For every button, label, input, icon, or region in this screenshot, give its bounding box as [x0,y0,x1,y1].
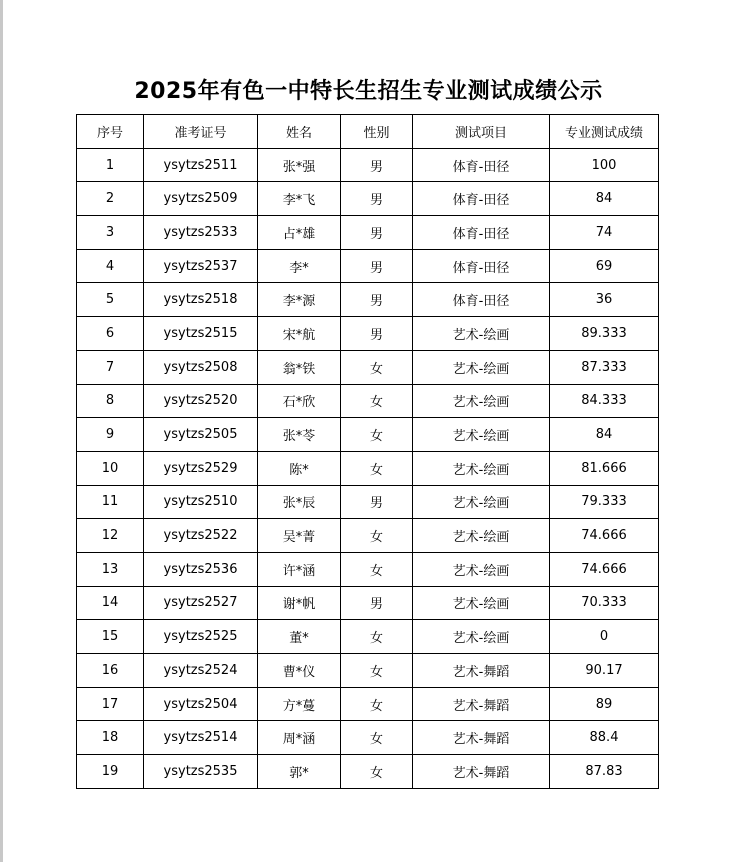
cell-name: 李* [258,249,341,283]
cell-score: 88.4 [550,721,659,755]
cell-index: 9 [77,418,144,452]
cell-exam-number: ysytzs2514 [144,721,258,755]
cell-name: 曹*仪 [258,654,341,688]
cell-exam-number: ysytzs2520 [144,384,258,418]
cell-gender: 男 [341,485,413,519]
cell-index: 4 [77,249,144,283]
cell-name: 李*源 [258,283,341,317]
cell-exam-number: ysytzs2522 [144,519,258,553]
cell-gender: 男 [341,216,413,250]
cell-index: 17 [77,687,144,721]
cell-score: 0 [550,620,659,654]
cell-exam-number: ysytzs2504 [144,687,258,721]
table-row [77,384,659,418]
cell-exam-number: ysytzs2518 [144,283,258,317]
cell-gender: 女 [341,451,413,485]
cell-index: 1 [77,148,144,182]
cell-score: 79.333 [550,485,659,519]
cell-gender: 男 [341,283,413,317]
cell-gender: 女 [341,721,413,755]
cell-exam-number: ysytzs2525 [144,620,258,654]
cell-index: 12 [77,519,144,553]
cell-gender: 男 [341,182,413,216]
cell-exam-number: ysytzs2524 [144,654,258,688]
cell-test-item: 艺术-绘画 [413,586,550,620]
cell-name: 石*欣 [258,384,341,418]
cell-gender: 女 [341,350,413,384]
cell-exam-number: ysytzs2529 [144,451,258,485]
header-gender: 性别 [341,115,413,149]
cell-name: 周*涵 [258,721,341,755]
cell-gender: 女 [341,687,413,721]
table-row [77,283,659,317]
cell-gender: 男 [341,249,413,283]
cell-name: 宋*航 [258,317,341,351]
table-row [77,755,659,789]
header-exam-number: 准考证号 [144,115,258,149]
cell-test-item: 艺术-绘画 [413,451,550,485]
cell-score: 36 [550,283,659,317]
cell-score: 74 [550,216,659,250]
cell-name: 张*苓 [258,418,341,452]
cell-test-item: 体育-田径 [413,249,550,283]
table-row [77,721,659,755]
cell-exam-number: ysytzs2511 [144,148,258,182]
cell-score: 100 [550,148,659,182]
page-left-edge [0,0,3,862]
cell-name: 郭* [258,755,341,789]
table-row [77,654,659,688]
cell-exam-number: ysytzs2515 [144,317,258,351]
cell-exam-number: ysytzs2536 [144,552,258,586]
cell-gender: 男 [341,586,413,620]
cell-name: 吴*菁 [258,519,341,553]
cell-score: 69 [550,249,659,283]
cell-gender: 女 [341,384,413,418]
cell-exam-number: ysytzs2510 [144,485,258,519]
document-title: 2025年有色一中特长生招生专业测试成绩公示 [134,79,603,104]
cell-name: 张*强 [258,148,341,182]
cell-exam-number: ysytzs2527 [144,586,258,620]
cell-test-item: 艺术-绘画 [413,620,550,654]
cell-index: 2 [77,182,144,216]
cell-name: 董* [258,620,341,654]
cell-test-item: 体育-田径 [413,182,550,216]
cell-name: 许*涵 [258,552,341,586]
cell-score: 84.333 [550,384,659,418]
cell-gender: 女 [341,620,413,654]
cell-score: 87.333 [550,350,659,384]
cell-score: 89.333 [550,317,659,351]
cell-exam-number: ysytzs2509 [144,182,258,216]
score-table [76,114,659,789]
cell-test-item: 艺术-绘画 [413,519,550,553]
cell-name: 陈* [258,451,341,485]
table-row [77,552,659,586]
cell-test-item: 体育-田径 [413,283,550,317]
cell-gender: 女 [341,519,413,553]
table-row [77,519,659,553]
table-row [77,317,659,351]
table-row [77,350,659,384]
cell-name: 方*蔓 [258,687,341,721]
cell-gender: 女 [341,755,413,789]
header-index: 序号 [77,115,144,149]
cell-index: 11 [77,485,144,519]
table-row [77,586,659,620]
cell-test-item: 艺术-绘画 [413,350,550,384]
cell-test-item: 艺术-舞蹈 [413,721,550,755]
cell-index: 6 [77,317,144,351]
cell-index: 8 [77,384,144,418]
cell-test-item: 艺术-舞蹈 [413,687,550,721]
cell-test-item: 艺术-绘画 [413,384,550,418]
cell-test-item: 艺术-绘画 [413,317,550,351]
table-row [77,182,659,216]
cell-exam-number: ysytzs2535 [144,755,258,789]
cell-name: 张*辰 [258,485,341,519]
table-row [77,148,659,182]
cell-exam-number: ysytzs2537 [144,249,258,283]
cell-score: 81.666 [550,451,659,485]
cell-score: 74.666 [550,552,659,586]
cell-name: 占*雄 [258,216,341,250]
cell-test-item: 艺术-绘画 [413,418,550,452]
table-row [77,451,659,485]
cell-score: 90.17 [550,654,659,688]
cell-name: 翁*铁 [258,350,341,384]
table-row [77,620,659,654]
cell-index: 19 [77,755,144,789]
cell-index: 3 [77,216,144,250]
cell-index: 13 [77,552,144,586]
cell-score: 84 [550,418,659,452]
cell-test-item: 体育-田径 [413,148,550,182]
cell-name: 谢*帆 [258,586,341,620]
cell-index: 10 [77,451,144,485]
table-row [77,216,659,250]
cell-score: 89 [550,687,659,721]
cell-gender: 女 [341,418,413,452]
cell-name: 李*飞 [258,182,341,216]
cell-exam-number: ysytzs2508 [144,350,258,384]
cell-score: 87.83 [550,755,659,789]
cell-test-item: 艺术-绘画 [413,485,550,519]
header-test-item: 测试项目 [413,115,550,149]
cell-index: 16 [77,654,144,688]
cell-index: 15 [77,620,144,654]
cell-test-item: 体育-田径 [413,216,550,250]
cell-index: 7 [77,350,144,384]
cell-test-item: 艺术-绘画 [413,552,550,586]
cell-score: 84 [550,182,659,216]
cell-index: 18 [77,721,144,755]
table-row [77,418,659,452]
cell-test-item: 艺术-舞蹈 [413,654,550,688]
cell-index: 14 [77,586,144,620]
header-score: 专业测试成绩 [550,115,659,149]
cell-test-item: 艺术-舞蹈 [413,755,550,789]
cell-exam-number: ysytzs2505 [144,418,258,452]
score-table-body [77,148,659,788]
cell-gender: 男 [341,148,413,182]
table-row [77,249,659,283]
cell-gender: 女 [341,654,413,688]
table-header-row [77,115,659,149]
cell-exam-number: ysytzs2533 [144,216,258,250]
cell-score: 74.666 [550,519,659,553]
table-row [77,687,659,721]
cell-index: 5 [77,283,144,317]
header-name: 姓名 [258,115,341,149]
cell-gender: 男 [341,317,413,351]
table-row [77,485,659,519]
cell-gender: 女 [341,552,413,586]
cell-score: 70.333 [550,586,659,620]
